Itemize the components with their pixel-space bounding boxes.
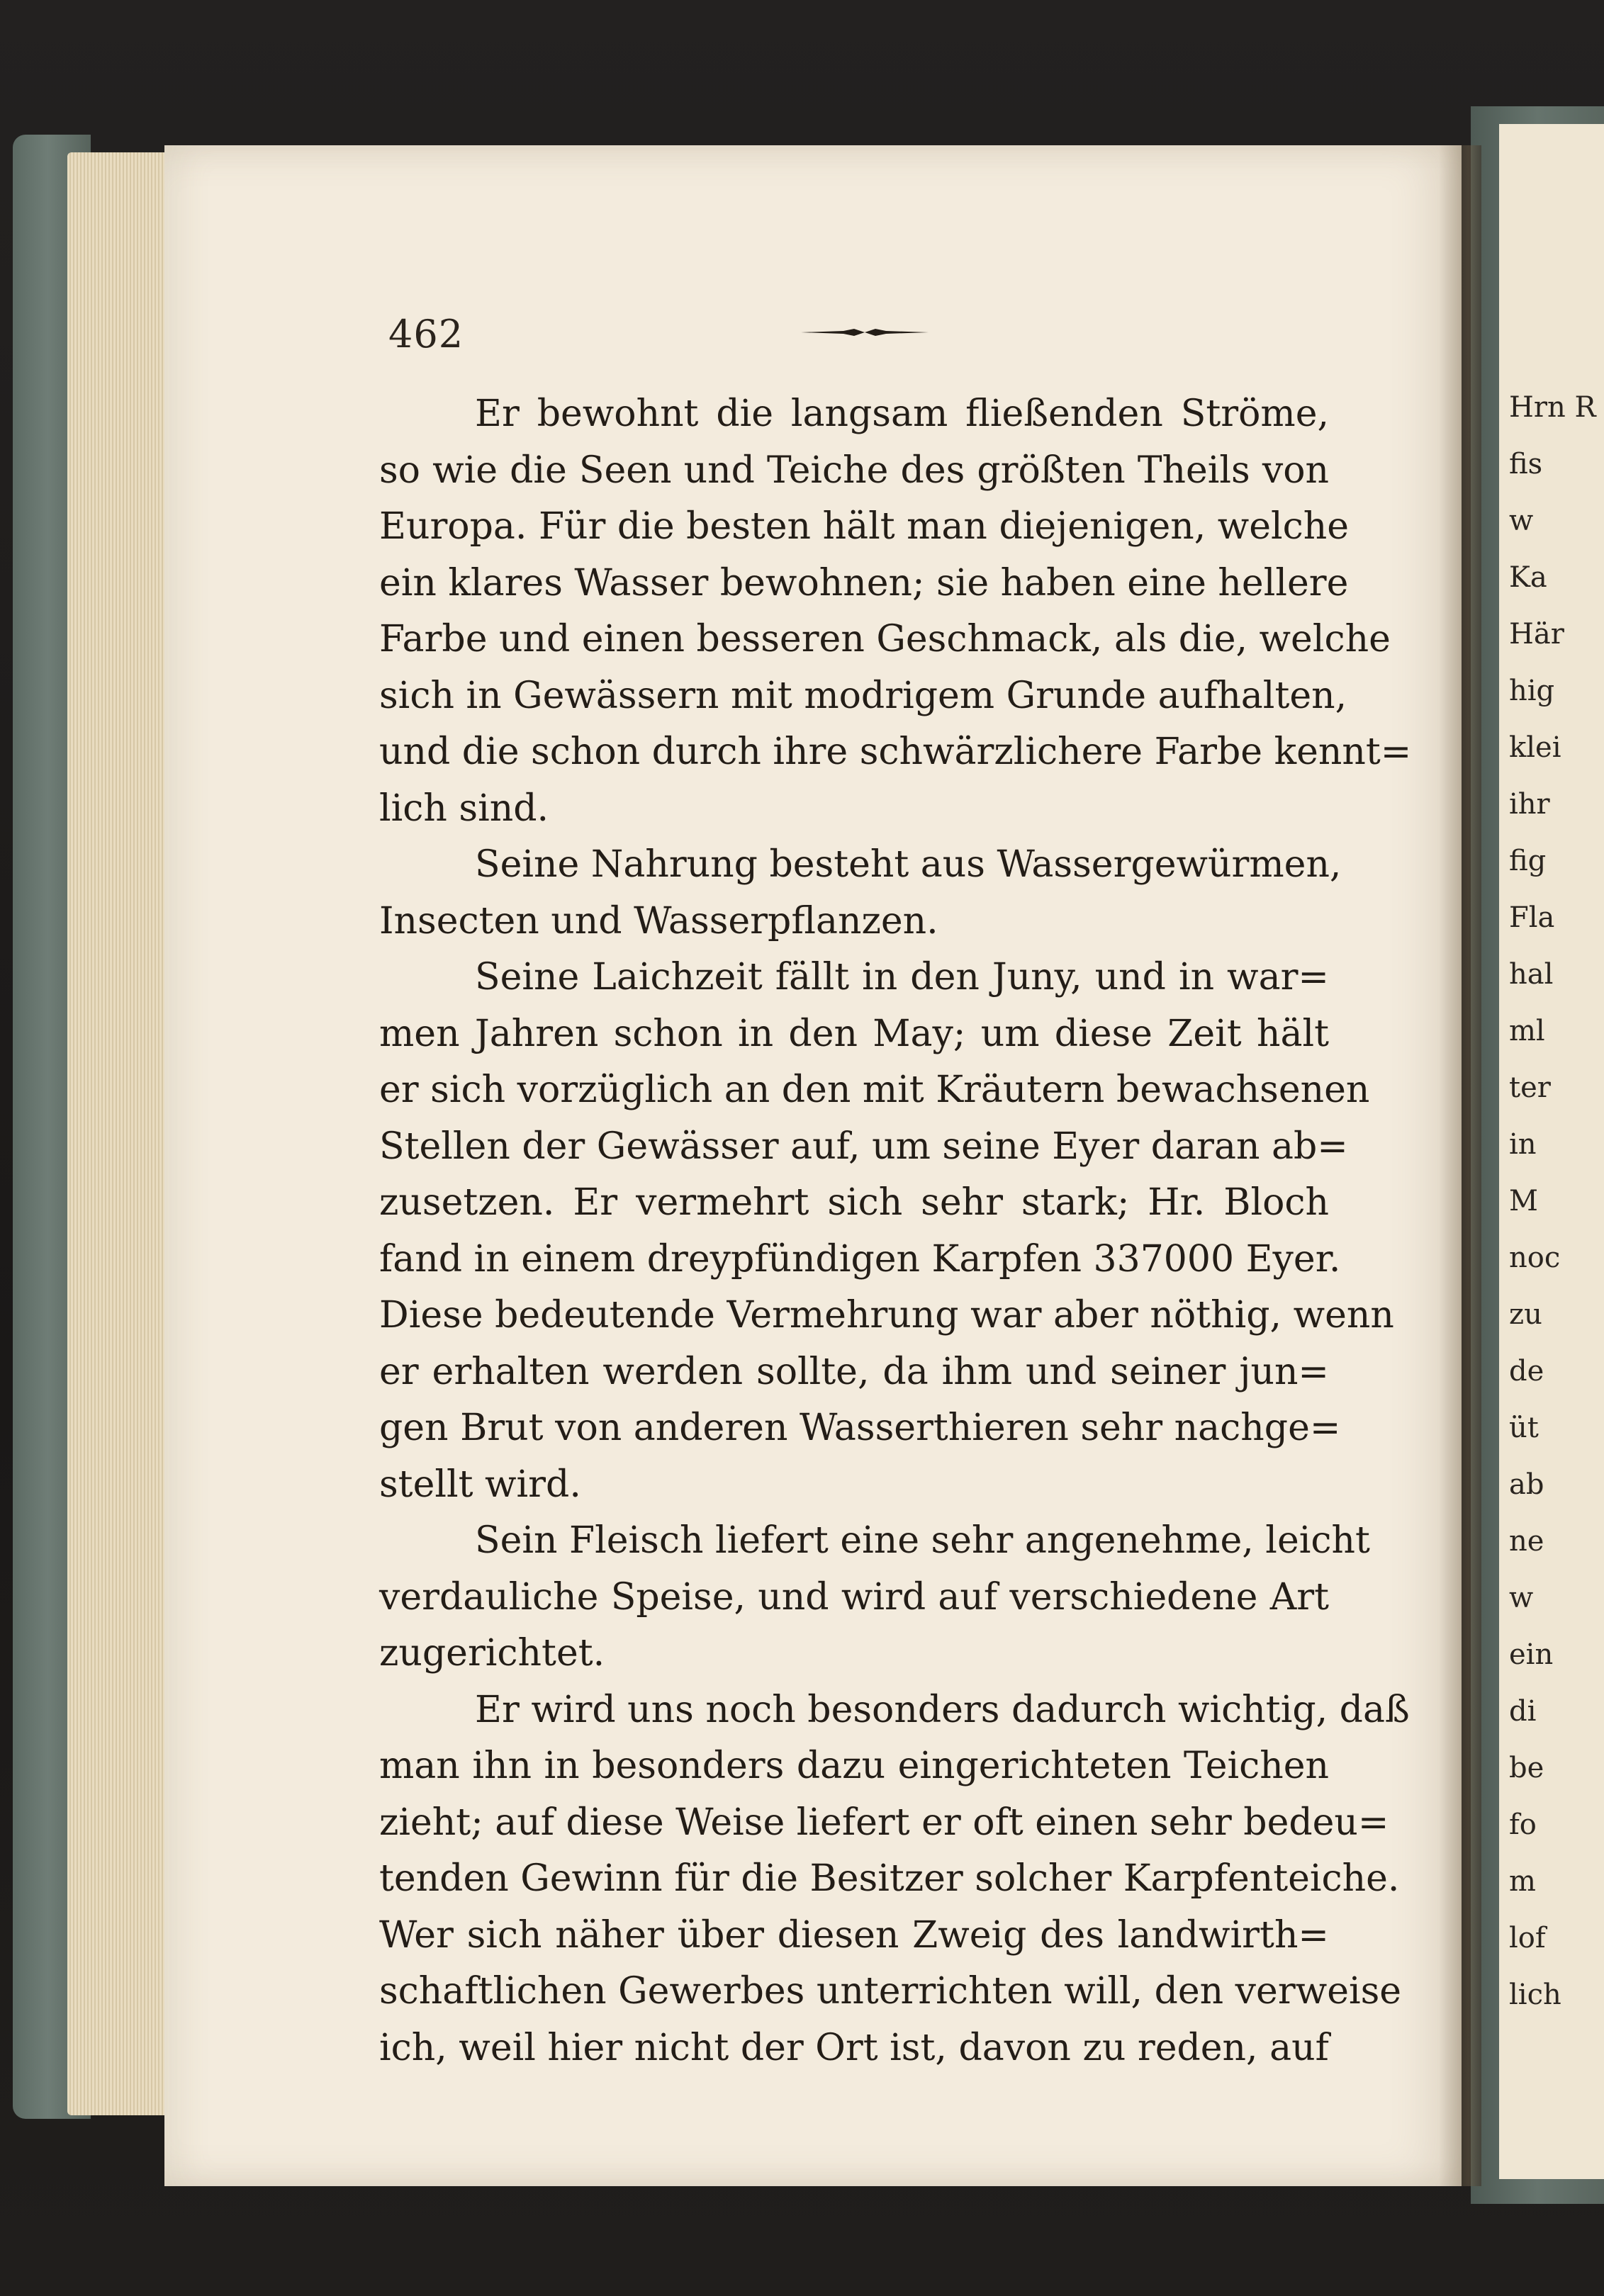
facing-page-fragment: di [1509,1695,1537,1728]
text-line: Diese bedeutende Vermehrung war aber nöthig, wenn [379,1294,1394,1336]
facing-page-fragment: ne [1509,1525,1544,1558]
facing-page-text [1509,379,1604,2023]
facing-page-fragment: Fla [1509,901,1555,934]
facing-page-fragment: w [1509,505,1534,537]
facing-page-fragment: ter [1509,1071,1551,1104]
facing-page [1499,124,1604,2179]
facing-page-fragment: Ka [1509,561,1547,594]
facing-page-fragment: M [1509,1185,1538,1217]
facing-page-fragment: noc [1509,1242,1561,1274]
text-line: zusetzen. Er vermehrt sich sehr stark; Hr. Bloch [379,1181,1329,1224]
facing-page-fragment: fis [1509,448,1543,480]
text-line: zugerichtet. [379,1632,605,1675]
facing-page-fragment: be [1509,1752,1544,1784]
text-line: stellt wird. [379,1463,581,1506]
facing-page-fragment: hal [1509,958,1554,991]
facing-page-fragment: hig [1509,675,1555,707]
text-line: gen Brut von anderen Wasserthieren sehr nachge= [379,1407,1341,1449]
text-line: verdauliche Speise, und wird auf verschiedene Art [379,1575,1329,1619]
facing-page-fragment: m [1509,1865,1536,1898]
facing-page-fragment: fo [1509,1808,1537,1841]
rule-ornament-icon [801,327,929,337]
text-line: Farbe und einen besseren Geschmack, als die, welche [379,618,1391,660]
text-line: ich, weil hier nicht der Ort ist, davon zu reden, auf [379,2026,1329,2069]
text-line: er sich vorzüglich an den mit Kräutern bewachsenen [379,1069,1370,1111]
text-line: und die schon durch ihre schwärzlichere Farbe kennt= [379,731,1412,773]
text-line: Seine Nahrung besteht aus Wassergewürmen, [475,843,1342,886]
text-line: sich in Gewässern mit modrigem Grunde aufhalten, [379,674,1347,717]
text-line: so wie die Seen und Teiche des größten Theils von [379,449,1329,492]
text-line: tenden Gewinn für die Besitzer solcher Karpfenteiche. [379,1857,1400,1900]
text-line: Europa. Für die besten hält man diejenigen, welche [379,505,1350,548]
facing-page-fragment: ein [1509,1638,1554,1671]
facing-page-fragment: w [1509,1582,1534,1614]
page-gutter-shadow [1439,145,1481,2186]
text-line: Stellen der Gewässer auf, um seine Eyer daran ab= [379,1125,1348,1168]
facing-page-fragment: klei [1509,731,1561,764]
page-number: 462 [388,312,464,356]
text-line: zieht; auf diese Weise liefert er oft einen sehr bedeu= [379,1801,1389,1844]
text-line: men Jahren schon in den May; um diese Zeit hält [379,1012,1329,1055]
facing-page-fragment: ab [1509,1468,1544,1501]
text-line: fand in einem dreypfündigen Karpfen 337000 Eyer. [379,1237,1341,1281]
facing-page-fragment: zu [1509,1298,1542,1331]
text-line: er erhalten werden sollte, da ihm und seiner jun= [379,1350,1329,1393]
page-edges [67,152,174,2115]
text-line: lich sind. [379,787,549,830]
text-line: Sein Fleisch liefert eine sehr angenehme, leicht [475,1519,1370,1562]
text-line: Wer sich näher über diesen Zweig des landwirth= [379,1913,1329,1957]
text-line: man ihn in besonders dazu eingerichteten Teichen [379,1745,1329,1787]
facing-page-fragment: ihr [1509,788,1550,821]
text-line: Er wird uns noch besonders dadurch wichtig, daß [475,1688,1410,1731]
facing-page-fragment: in [1509,1128,1537,1161]
facing-page-fragment: üt [1509,1412,1539,1444]
facing-page-fragment: ml [1509,1015,1545,1047]
text-line: Seine Laichzeit fällt in den Juny, und in war= [475,956,1329,998]
facing-page-fragment: fig [1509,845,1547,877]
facing-page-fragment: Hrn R [1509,391,1596,424]
text-line: Er bewohnt die langsam fließenden Ströme, [475,393,1329,435]
facing-page-fragment: lich [1509,1979,1561,2011]
facing-page-fragment: lof [1509,1922,1546,1954]
text-line: ein klares Wasser bewohnen; sie haben eine hellere [379,561,1349,604]
text-line: schaftlichen Gewerbes unterrichten will, den verweise [379,1970,1402,2013]
text-line: Insecten und Wasserpflanzen. [379,899,938,942]
facing-page-fragment: Här [1509,618,1564,651]
body-text [379,386,1412,2076]
facing-page-fragment: de [1509,1355,1544,1388]
